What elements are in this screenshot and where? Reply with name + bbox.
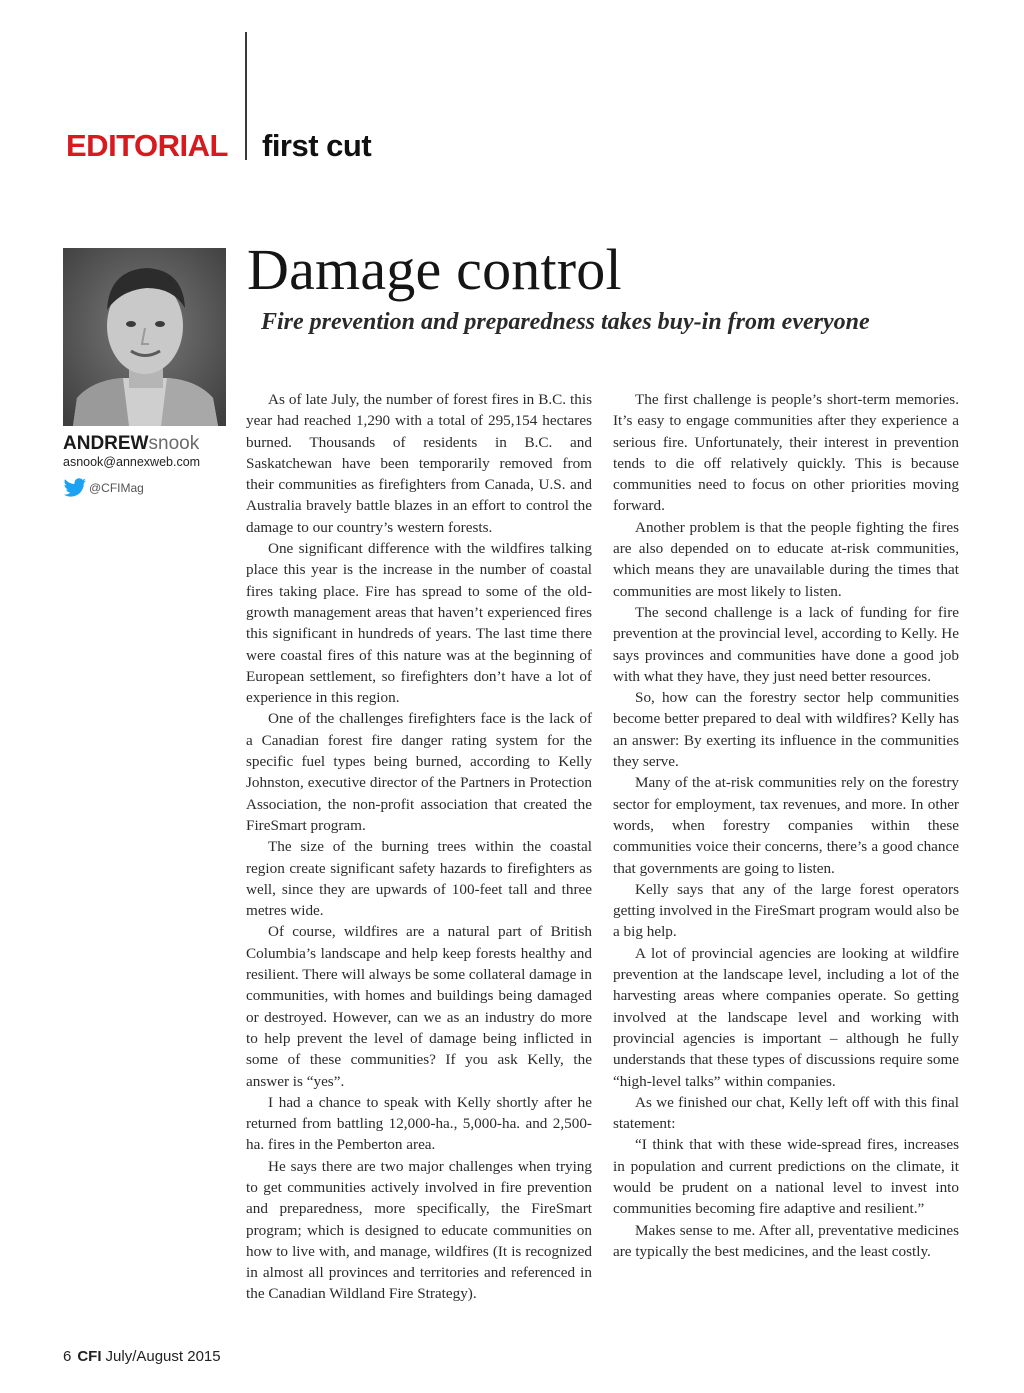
magazine-name: CFI [77, 1348, 102, 1365]
issue-date: July/August 2015 [105, 1348, 221, 1365]
paragraph: As we finished our chat, Kelly left off with this final statement: [613, 1093, 959, 1133]
paragraph: One significant difference with the wildfires talking place this year is the increase in the number of coastal fires taking place. Fire has spread to some of the old-growth management areas that haven’t experienced fires this significant in hundreds of years. The last time there were coastal fires of this nature was at the beginning of European settlement, so firefighters don’t have a lot of experience in this region. [246, 540, 592, 707]
paragraph: Kelly says that any of the large forest operators getting involved in the FireSmart program would also be a big help. [613, 880, 959, 941]
twitter-bird-icon [63, 478, 87, 498]
author-last-name: snook [148, 433, 200, 454]
paragraph: The second challenge is a lack of funding for fire prevention at the provincial level, according to Kelly. He says provinces and communities have done a good job with what they have, they just need better resources. [613, 603, 959, 685]
page-footer [63, 1348, 221, 1365]
paragraph: The size of the burning trees within the coastal region create significant safety hazards to firefighters as well, since they are upwards of 100-feet tall and three metres wide. [246, 838, 592, 920]
header-divider [245, 32, 247, 160]
paragraph: A lot of provincial agencies are looking at wildfire prevention at the landscape level, including a lot of the harvesting areas where companies operate. So getting involved at the landscape level and working with provincial agencies is important – although he fully understands that these types of discussions require some “high-level talks” within companies. [613, 944, 959, 1090]
article-column-1 [246, 389, 592, 1305]
article-column-2 [613, 389, 959, 1262]
paragraph: I had a chance to speak with Kelly shortly after he returned from battling 12,000-ha., 5,000-ha. and 2,500-ha. fires in the Pemberton area. [246, 1093, 592, 1154]
author-email[interactable]: asnook@annexweb.com [63, 455, 201, 469]
paragraph: As of late July, the number of forest fires in B.C. this year had reached 1,290 with a total of 295,154 hectares burned. Thousands of residents in B.C. and Saskatchewan have been temporarily removed from their communities as firefighters from Canada, U.S. and Australia bravely battle blazes in an effort to control the damage to our country’s western forests. [246, 391, 592, 536]
paragraph: Many of the at-risk communities rely on the forestry sector for employment, tax revenues, and more. In other words, when forestry companies within these communities voice their concerns, there’s a good chance that governments are going to listen. [613, 774, 959, 877]
paragraph: He says there are two major challenges when trying to get communities actively involved in fire prevention and preparedness, more specifically, the FireSmart program; which is designed to educate communities on how to live with, and manage, wildfires (It is recognized in almost all provinces and territories and referenced in the Canadian Wildland Fire Strategy). [246, 1157, 592, 1303]
author-first-name: ANDREW [63, 433, 149, 454]
twitter-handle-text: @CFIMag [89, 481, 144, 495]
paragraph: “I think that with these wide-spread fires, increases in population and current predictions on the climate, it would be prudent on a national level to invest into communities becoming fire adaptive and resilient.” [613, 1136, 959, 1218]
paragraph: So, how can the forestry sector help communities become better prepared to deal with wildfires? Kelly has an answer: By exerting its influence in the communities they serve. [613, 689, 959, 771]
column-name: first cut [262, 128, 372, 163]
article-title: Damage control [247, 237, 622, 302]
section-label: EDITORIAL [66, 128, 228, 163]
paragraph: The first challenge is people’s short-term memories. It’s easy to engage communities after they experience a serious fire. Unfortunately, their interest in prevention tends to die off relatively quickly. This is because communities need to focus on other priorities moving forward. [613, 391, 959, 515]
page-number: 6 [63, 1348, 72, 1365]
author-name [63, 433, 199, 455]
paragraph: Of course, wildfires are a natural part of British Columbia’s landscape and help keep forests healthy and resilient. There will always be some collateral damage in communities, with homes and buildings being damaged or destroyed. However, can we as an industry do more to help prevent the level of damage being inflicted in some of these communities? If you ask Kelly, the answer is “yes”. [246, 923, 592, 1090]
author-photo [63, 248, 226, 426]
paragraph: Makes sense to me. After all, preventative medicines are typically the best medicines, and the least costly. [613, 1221, 959, 1260]
paragraph: Another problem is that the people fighting the fires are also depended on to educate at-risk communities, which means they are unavailable during the times that communities are most likely to listen. [613, 518, 959, 600]
twitter-handle[interactable] [63, 478, 144, 498]
paragraph: One of the challenges firefighters face is the lack of a Canadian forest fire danger rating system for the specific fuel types being burned, according to Kelly Johnston, executive director of the Partners in Protection Association, the non-profit association that created the FireSmart program. [246, 710, 592, 834]
article-subtitle: Fire prevention and preparedness takes buy-in from everyone [261, 309, 870, 335]
